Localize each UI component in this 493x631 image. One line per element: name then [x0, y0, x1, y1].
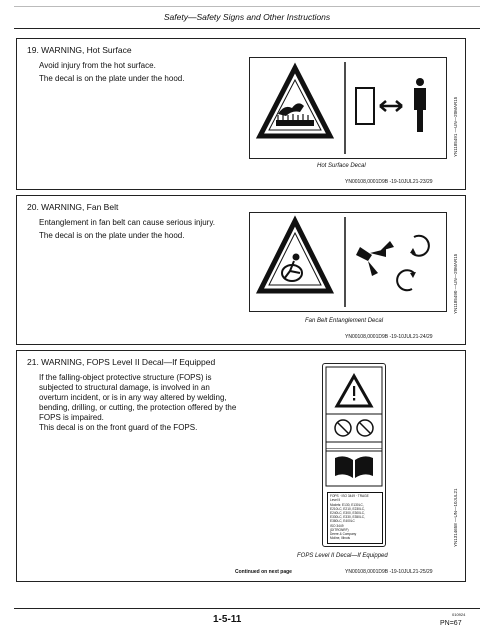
figure-caption: Hot Surface Decal [317, 163, 366, 169]
paragraph: This decal is on the front guard of the FOPS. [39, 423, 198, 432]
hot-surface-warning-icon [250, 58, 446, 158]
page-number: 1-5-11 [213, 614, 242, 625]
fops-line: Deere & Company [330, 532, 357, 536]
fops-warning-icon [323, 364, 385, 454]
side-figure-id: YN1185491 —UN—20MAR15 [453, 96, 458, 157]
reference-code: YN00108,0001D9B -19-10JUL21-25/29 [345, 569, 433, 575]
pn-label: PN=67 [440, 620, 462, 627]
fops-line: Level II [330, 498, 341, 502]
fops-line: Moline, Illinois [330, 536, 351, 540]
fops-line: FOPS · ISO 3449 · TRAGE [330, 494, 369, 498]
paragraph: If the falling-object protective structure (FOPS) is subjected to structural damage, is involved in an overturn incident, or is in any way altered by welding, bending, drilling, or cutting, the protection offered by the FOPS is impaired. [39, 373, 237, 422]
fops-line: E240LC, E300, E300LC, [330, 511, 365, 515]
reference-code: YN00108,0001D9B -19-10JUL21-24/29 [345, 334, 433, 340]
section-hot-surface [16, 38, 466, 190]
fops-line: ISO 3449 [330, 524, 344, 528]
manual-book-icon [323, 448, 385, 488]
footer-rule [14, 608, 480, 609]
fops-line: E380LC, E400LC [330, 519, 355, 523]
fops-decal-image [322, 363, 386, 547]
fops-line: E330LC, E330, E350LC, [330, 515, 365, 519]
reference-code: YN00108,0001D9B -19-10JUL21-23/29 [345, 179, 433, 185]
fops-line: Models: E130, E130LC, [330, 503, 364, 507]
section-fops [16, 350, 466, 582]
side-figure-id: YN1185490 —UN—20MAR15 [453, 253, 458, 314]
page-header: Safety—Safety Signs and Other Instructions [14, 6, 480, 29]
fan-belt-decal-image [249, 212, 447, 312]
section-fan-belt [16, 195, 466, 345]
paragraph: Avoid injury from the hot surface. [39, 61, 156, 70]
fan-belt-warning-icon [250, 213, 446, 311]
footer-code: 010924 [452, 612, 466, 617]
fops-line: E210LC, E210, E230LC, [330, 507, 365, 511]
hot-surface-decal-image [249, 57, 447, 159]
paragraph: The decal is on the plate under the hood. [39, 231, 185, 240]
section-title: 19. WARNING, Hot Surface [27, 45, 132, 55]
continued-note: Continued on next page [235, 569, 292, 575]
paragraph: Entanglement in fan belt can cause serious injury. [39, 218, 215, 227]
fops-certification-text [327, 492, 383, 544]
figure-caption: Fan Belt Entanglement Decal [305, 318, 384, 324]
section-title: 20. WARNING, Fan Belt [27, 202, 119, 212]
section-title: 21. WARNING, FOPS Level II Decal—If Equipped [27, 357, 216, 367]
figure-caption: FOPS Level II Decal—If Equipped [297, 553, 388, 559]
paragraph: The decal is on the plate under the hood. [39, 74, 185, 83]
side-figure-id: YN1314658 —UN—10JUL21 [453, 488, 458, 547]
fops-line: (DITRONRF) [330, 528, 349, 532]
